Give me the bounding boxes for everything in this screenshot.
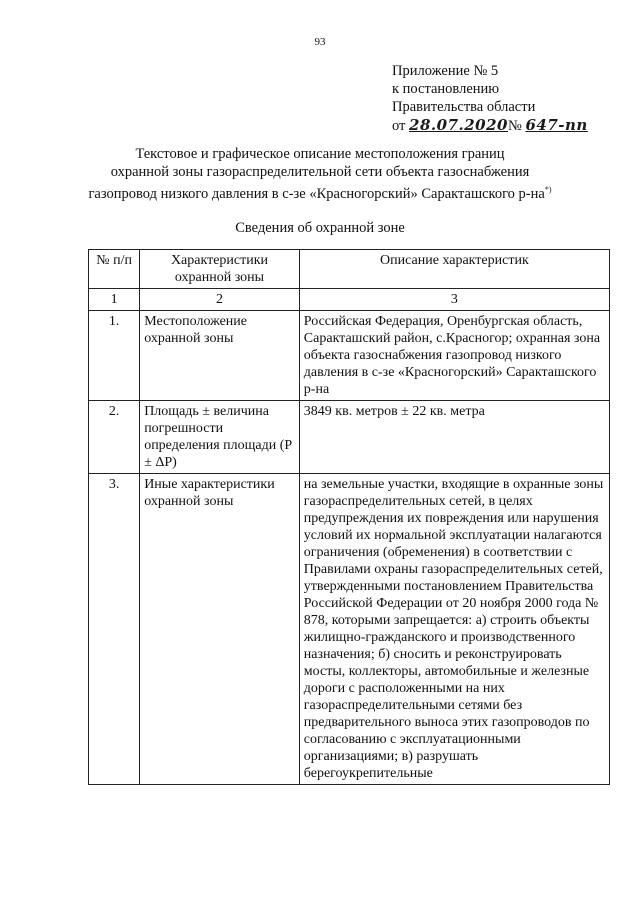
header-characteristics: Характеристики охранной зоны [140,250,300,289]
number-sign: № [507,118,522,134]
appendix-date-line [392,116,588,135]
footnote-mark: *) [544,185,552,194]
column-number: 1 [89,289,140,311]
appendix-line-3: Правительства области [392,99,536,115]
row-number: 3. [89,474,140,785]
title-line-1: Текстовое и графическое описание местоположения границ [135,146,505,162]
section-title: Сведения об охранной зоне [235,220,405,236]
table-row [89,474,610,785]
appendix-line-1: Приложение № 5 [392,63,499,79]
table-row [89,401,610,474]
column-number: 2 [140,289,300,311]
title-line-3-text: газопровод низкого давления в с-зе «Красногорский» Саракташского р-на [88,185,545,202]
appendix-line-2: к постановлению [392,81,500,97]
header-description: Описание характеристик [299,250,609,289]
handwritten-date: 28.07.2020 [409,116,508,134]
title-line-2: охранной зоны газораспределительной сети объекта газоснабжения [110,164,530,180]
title-line-3 [60,181,580,203]
row-characteristic: Площадь ± величина погрешности определения площади (P ± ΔP) [140,401,300,474]
protection-zone-table [88,249,610,785]
header-number: № п/п [89,250,140,289]
document-title [60,145,580,203]
row-description: на земельные участки, входящие в охранные зоны газораспределительных сетей, в целях предупреждения их повреждения или нарушения условий их нормальной эксплуатации налагаются ограничения (обременения) в соответствии с Правилами охраны газораспределительных сетей, утвержденными постановлением Правительства Российской Федерации от 20 ноября 2000 года № 878, которыми запрещается: а) строить объекты жилищно-гражданского и производственного назначения; б) сносить и реконструировать мосты, коллекторы, автомобильные и железные дороги с расположенными на них газораспределительными сетями без предварительного выноса этих газопроводов по согласованию с эксплуатационными организациями; в) разрушать берегоукрепительные [299,474,609,785]
row-number: 1. [89,311,140,401]
row-characteristic: Местоположение охранной зоны [140,311,300,401]
column-number-row [89,289,610,311]
row-description: 3849 кв. метров ± 22 кв. метра [299,401,609,474]
handwritten-number: 647-пп [525,116,588,134]
row-description: Российская Федерация, Оренбургская область, Саракташский район, с.Красногор; охранная зона объекта газоснабжения газопровод низкого давления в с-зе «Красногорский» Саракташского р-на [299,311,609,401]
row-characteristic: Иные характеристики охранной зоны [140,474,300,785]
page-number: 93 [314,36,326,48]
table-header-row [89,250,610,289]
row-number: 2. [89,401,140,474]
table-row [89,311,610,401]
appendix-block [392,62,588,135]
date-prefix: от [392,118,406,134]
column-number: 3 [299,289,609,311]
